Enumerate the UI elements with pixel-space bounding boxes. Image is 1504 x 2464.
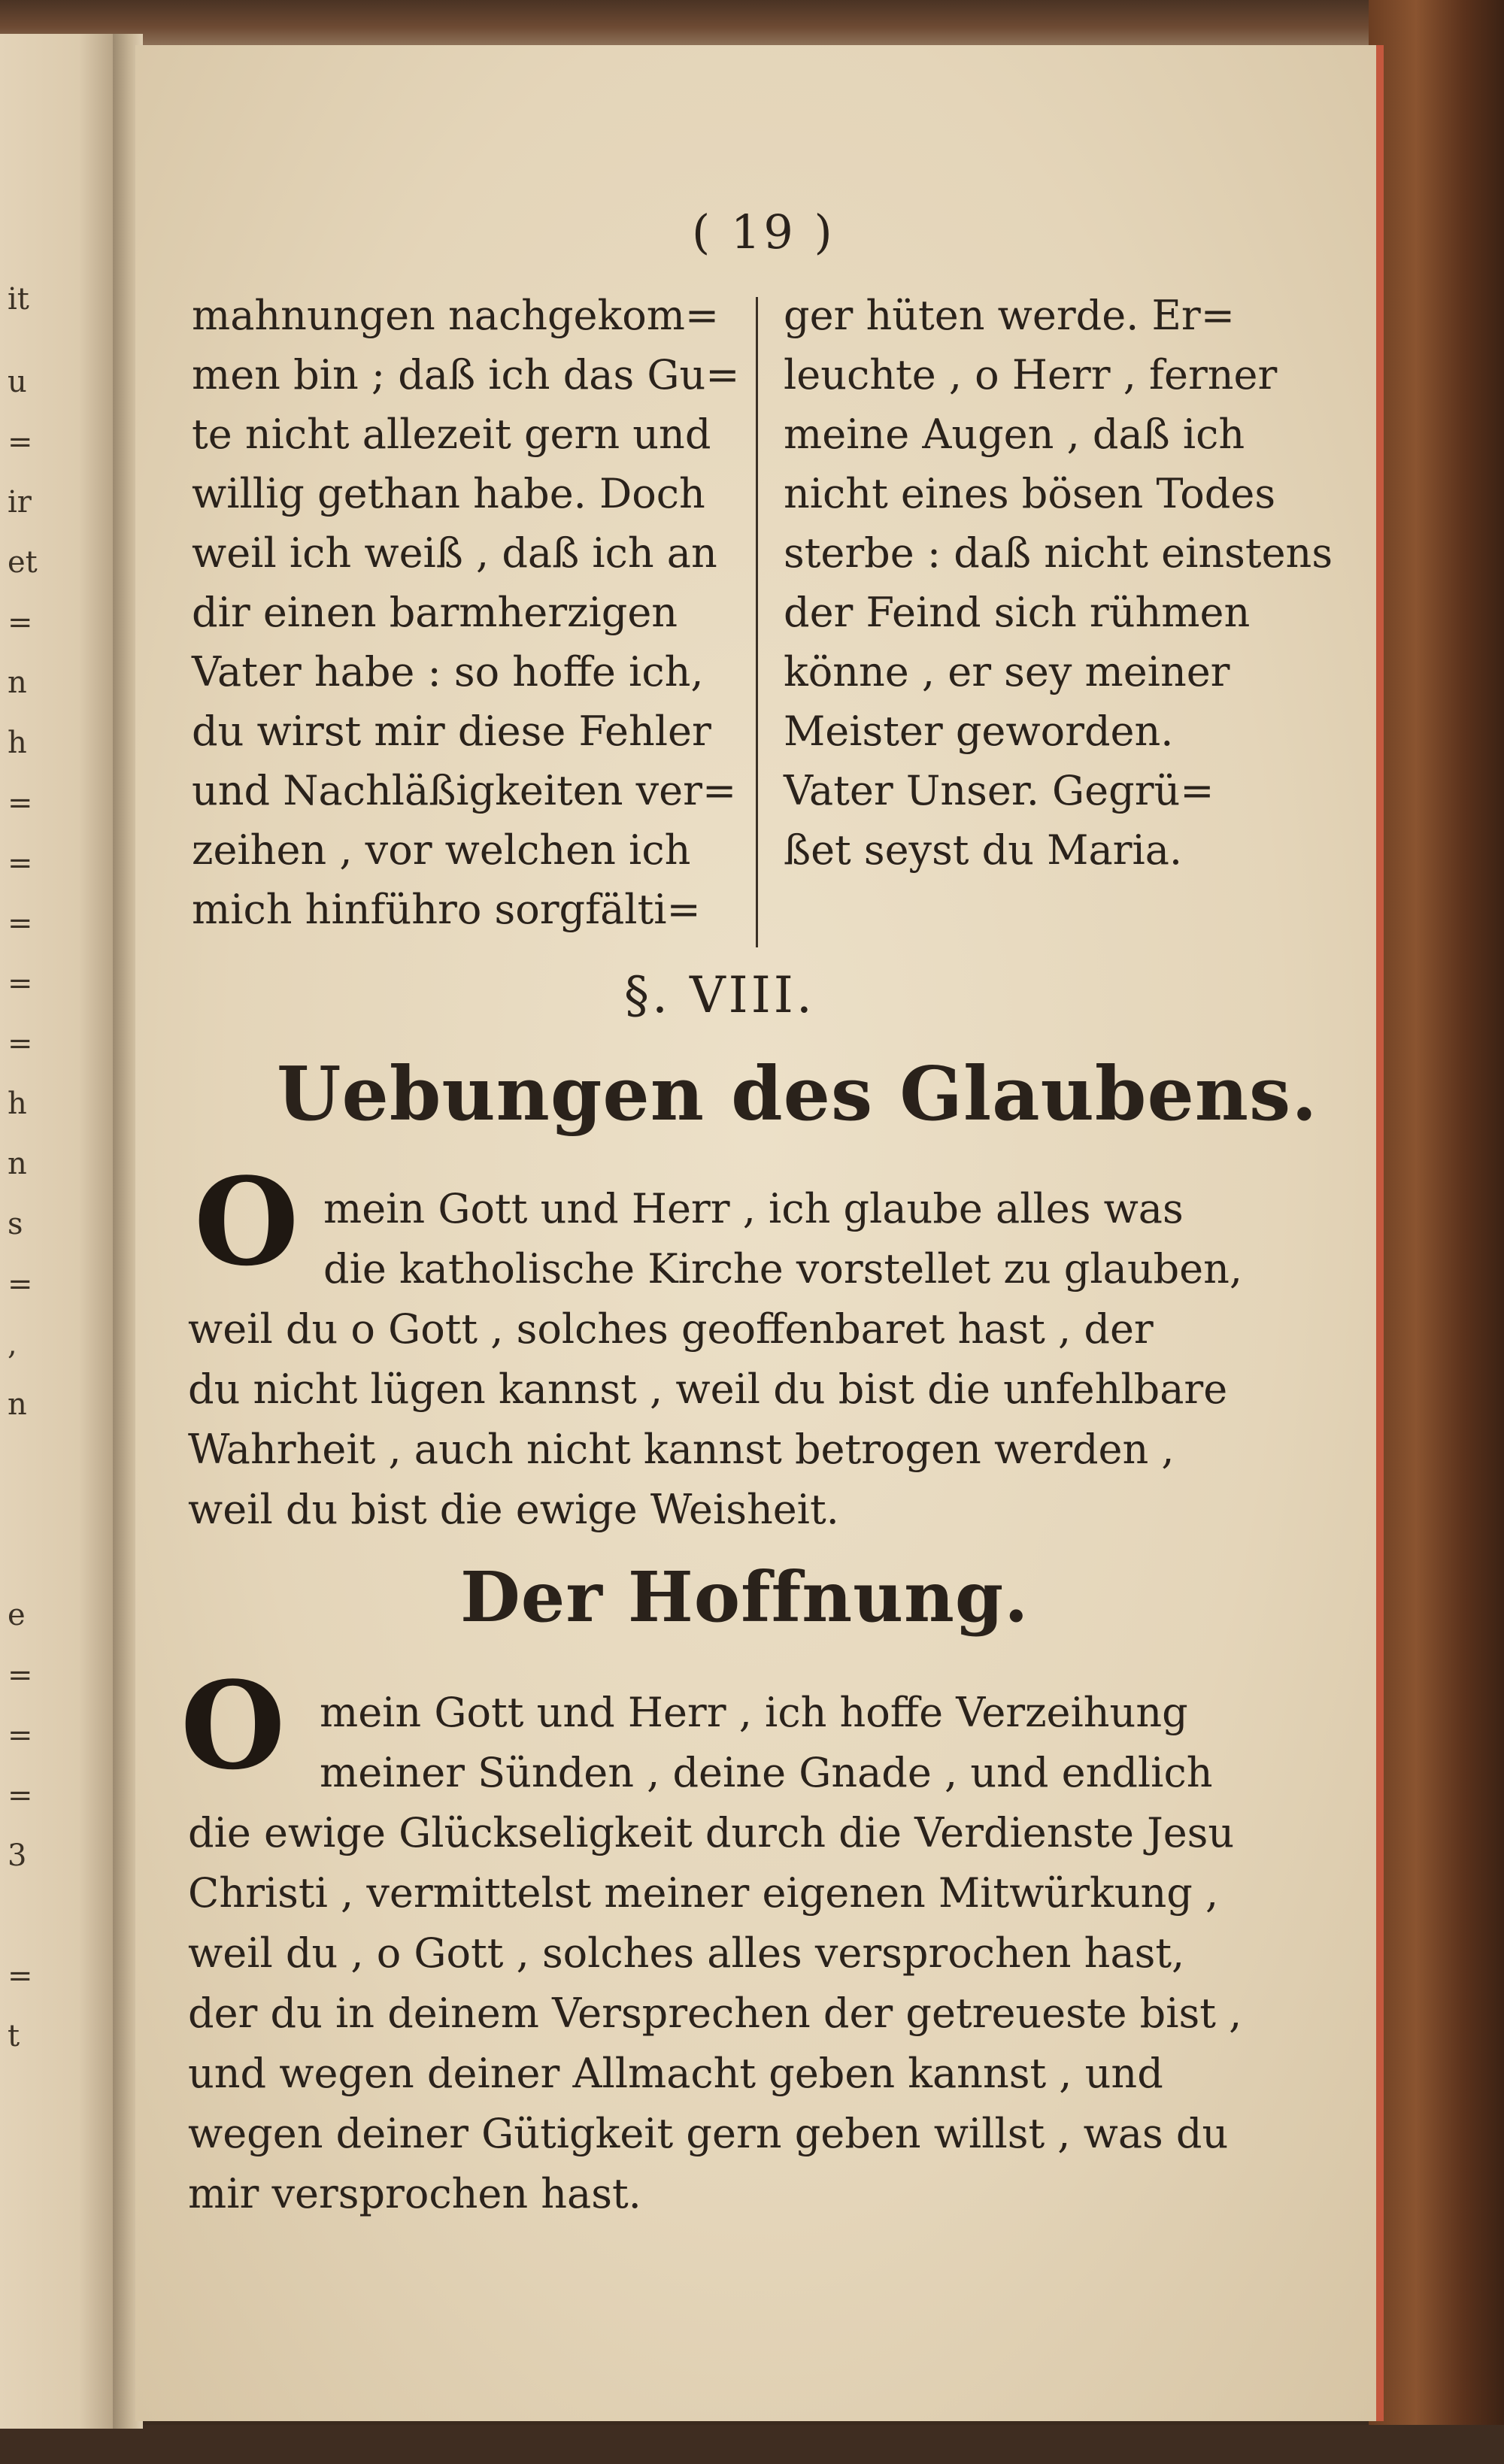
margin-fragment: = bbox=[8, 1267, 33, 1302]
margin-fragment: et bbox=[8, 545, 38, 580]
text-line: meine Augen , daß ich bbox=[784, 411, 1245, 458]
paragraph-faith-rest bbox=[188, 1299, 1227, 1540]
margin-fragment: = bbox=[8, 1658, 33, 1693]
text-line: weil du o Gott , solches geoffenbaret hast , der bbox=[188, 1305, 1154, 1353]
book-cover-top bbox=[0, 0, 1504, 45]
margin-fragment: 3 bbox=[8, 1838, 27, 1873]
text-line: mahnungen nachgekom= bbox=[192, 292, 720, 339]
margin-fragment: n bbox=[8, 1387, 27, 1422]
margin-fragment: = bbox=[8, 906, 33, 941]
text-line: mein Gott und Herr , ich hoffe Verzeihung bbox=[320, 1689, 1188, 1736]
text-line: sterbe : daß nicht einstens bbox=[784, 529, 1333, 577]
text-line: mein Gott und Herr , ich glaube alles was bbox=[323, 1185, 1184, 1232]
text-line: weil du bist die ewige Weisheit. bbox=[188, 1486, 839, 1533]
margin-fragment: h bbox=[8, 726, 27, 760]
paragraph-hope-first-lines bbox=[320, 1683, 1212, 1803]
margin-fragment: = bbox=[8, 1959, 33, 1993]
text-line: der Feind sich rühmen bbox=[784, 589, 1251, 636]
margin-fragment: n bbox=[8, 665, 27, 700]
dropcap-faith: O bbox=[194, 1151, 299, 1293]
text-line: leuchte , o Herr , ferner bbox=[784, 351, 1278, 399]
text-line: du wirst mir diese Fehler bbox=[192, 708, 711, 755]
text-line: du nicht lügen kannst , weil du bist die unfehlbare bbox=[188, 1365, 1228, 1413]
text-line: und Nachläßigkeiten ver= bbox=[192, 767, 737, 814]
section-label: §. VIII. bbox=[624, 966, 815, 1024]
text-line: weil du , o Gott , solches alles versprochen hast, bbox=[188, 1929, 1185, 1977]
margin-fragment: it bbox=[8, 282, 29, 317]
text-line: ger hüten werde. Er= bbox=[784, 292, 1235, 339]
text-line: men bin ; daß ich das Gu= bbox=[192, 351, 740, 399]
text-line: te nicht allezeit gern und bbox=[192, 411, 711, 458]
margin-fragment: = bbox=[8, 1778, 33, 1813]
margin-fragment: = bbox=[8, 786, 33, 820]
text-line: könne , er sey meiner bbox=[784, 648, 1230, 696]
column-right bbox=[784, 286, 1333, 880]
book-cover-bottom bbox=[0, 2425, 1504, 2464]
margin-fragment: n bbox=[8, 1147, 27, 1181]
text-line: ßet seyst du Maria. bbox=[784, 826, 1183, 874]
margin-fragment: , bbox=[8, 1327, 17, 1362]
margin-fragment: = bbox=[8, 846, 33, 880]
paragraph-hope-rest bbox=[188, 1803, 1242, 2224]
text-line: weil ich weiß , daß ich an bbox=[192, 529, 717, 577]
text-line: Christi , vermittelst meiner eigenen Mitwürkung , bbox=[188, 1869, 1219, 1917]
paragraph-faith-first-lines bbox=[323, 1179, 1242, 1299]
text-line: und wegen deiner Allmacht geben kannst , und bbox=[188, 2050, 1163, 2097]
text-line: Vater Unser. Gegrü= bbox=[784, 767, 1214, 814]
margin-fragment: = bbox=[8, 1718, 33, 1753]
margin-fragment: u bbox=[8, 365, 27, 399]
dropcap-hope: O bbox=[180, 1655, 286, 1796]
heading-hope: Der Hoffnung. bbox=[460, 1556, 1029, 1638]
text-line: nicht eines bösen Todes bbox=[784, 470, 1276, 517]
text-line: der du in deinem Versprechen der getreueste bist , bbox=[188, 1990, 1242, 2037]
text-line: mich hinführo sorgfälti= bbox=[192, 886, 701, 933]
text-line: die ewige Glückseligkeit durch die Verdienste Jesu bbox=[188, 1809, 1235, 1856]
margin-fragment: = bbox=[8, 605, 33, 640]
margin-fragment: t bbox=[8, 2019, 20, 2053]
margin-fragment: e bbox=[8, 1598, 26, 1632]
margin-fragment: s bbox=[8, 1207, 23, 1241]
column-left bbox=[192, 286, 740, 939]
text-line: willig gethan habe. Doch bbox=[192, 470, 705, 517]
text-line: Vater habe : so hoffe ich, bbox=[192, 648, 704, 696]
text-line: zeihen , vor welchen ich bbox=[192, 826, 691, 874]
page-number: ( 19 ) bbox=[692, 205, 835, 259]
margin-fragment: ir bbox=[8, 485, 32, 520]
text-line: Wahrheit , auch nicht kannst betrogen werden , bbox=[188, 1426, 1175, 1473]
text-line: wegen deiner Gütigkeit gern geben willst , was du bbox=[188, 2110, 1229, 2157]
column-divider bbox=[756, 297, 758, 947]
text-line: mir versprochen hast. bbox=[188, 2170, 641, 2217]
text-line: Meister geworden. bbox=[784, 708, 1174, 755]
margin-fragment: = bbox=[8, 1026, 33, 1061]
margin-fragment: h bbox=[8, 1087, 27, 1121]
margin-fragment: = bbox=[8, 425, 33, 459]
text-line: die katholische Kirche vorstellet zu glauben, bbox=[323, 1245, 1243, 1293]
margin-fragment: = bbox=[8, 966, 33, 1001]
text-line: dir einen barmherzigen bbox=[192, 589, 678, 636]
book-cover-right bbox=[1369, 0, 1504, 2464]
text-line: meiner Sünden , deine Gnade , und endlich bbox=[320, 1749, 1213, 1796]
heading-faith: Uebungen des Glaubens. bbox=[277, 1051, 1318, 1138]
left-page-edge bbox=[0, 34, 113, 2429]
